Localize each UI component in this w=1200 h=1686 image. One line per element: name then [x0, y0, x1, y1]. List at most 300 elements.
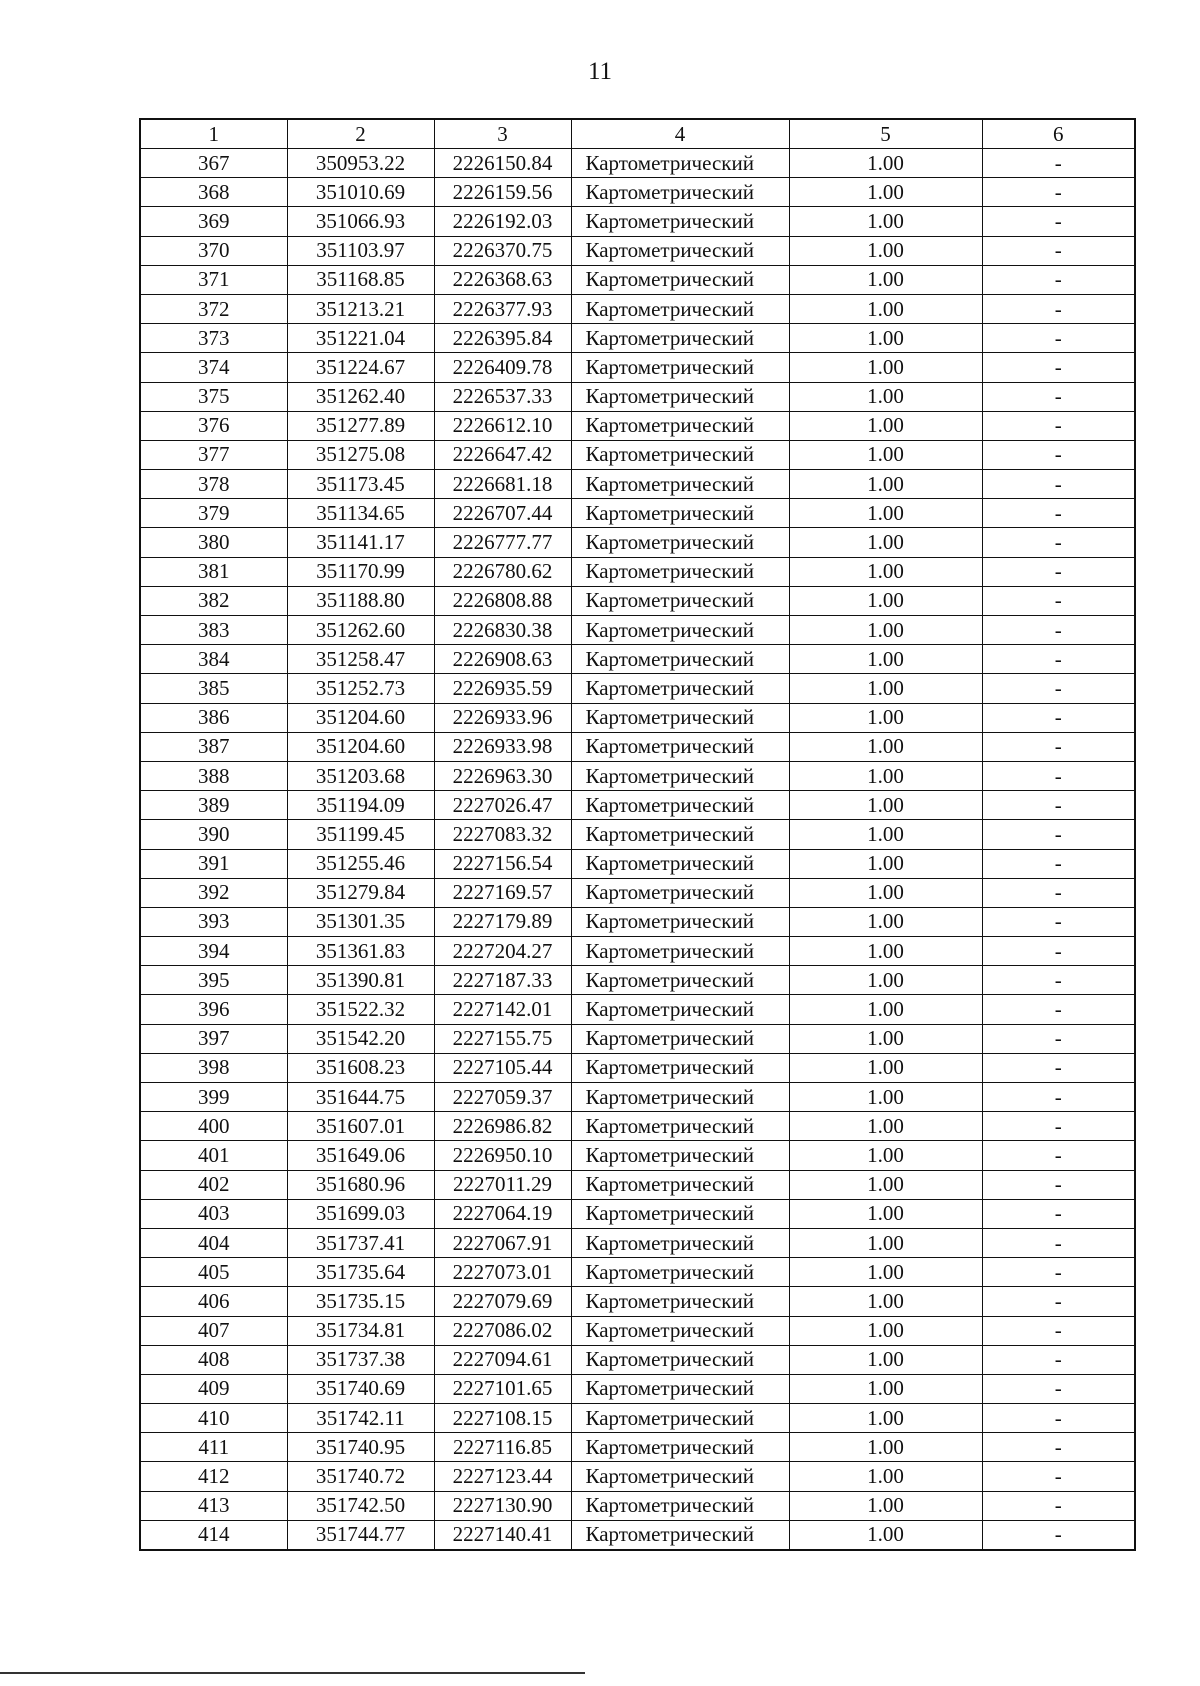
cell-coord-y: 2226963.30 [434, 761, 571, 790]
cell-note: - [982, 1228, 1135, 1257]
cell-coord-x: 351134.65 [287, 499, 434, 528]
table-row [140, 499, 1135, 528]
cell-point-number: 374 [140, 353, 287, 382]
cell-note: - [982, 440, 1135, 469]
cell-method: Картометрический [571, 1491, 789, 1520]
cell-note: - [982, 236, 1135, 265]
page-number: 11 [587, 58, 613, 85]
table-row [140, 849, 1135, 878]
header-col-1: 1 [140, 119, 287, 149]
cell-note: - [982, 1520, 1135, 1550]
cell-point-number: 370 [140, 236, 287, 265]
table-row [140, 557, 1135, 586]
cell-coord-x: 351607.01 [287, 1112, 434, 1141]
cell-note: - [982, 382, 1135, 411]
cell-coord-x: 351390.81 [287, 966, 434, 995]
cell-method: Картометрический [571, 1112, 789, 1141]
cell-method: Картометрический [571, 528, 789, 557]
cell-note: - [982, 1433, 1135, 1462]
cell-coord-y: 2226780.62 [434, 557, 571, 586]
cell-coord-y: 2227187.33 [434, 966, 571, 995]
cell-note: - [982, 178, 1135, 207]
cell-accuracy: 1.00 [789, 761, 982, 790]
cell-coord-x: 351542.20 [287, 1024, 434, 1053]
cell-accuracy: 1.00 [789, 353, 982, 382]
cell-point-number: 375 [140, 382, 287, 411]
cell-accuracy: 1.00 [789, 820, 982, 849]
cell-accuracy: 1.00 [789, 1345, 982, 1374]
table-row [140, 1112, 1135, 1141]
cell-method: Картометрический [571, 440, 789, 469]
cell-coord-x: 351680.96 [287, 1170, 434, 1199]
cell-coord-y: 2226933.98 [434, 732, 571, 761]
cell-point-number: 406 [140, 1287, 287, 1316]
cell-method: Картометрический [571, 1083, 789, 1112]
table-row [140, 178, 1135, 207]
table-row [140, 149, 1135, 178]
header-col-6: 6 [982, 119, 1135, 149]
cell-accuracy: 1.00 [789, 440, 982, 469]
cell-coord-y: 2226159.56 [434, 178, 571, 207]
cell-point-number: 414 [140, 1520, 287, 1550]
cell-accuracy: 1.00 [789, 1433, 982, 1462]
cell-accuracy: 1.00 [789, 1520, 982, 1550]
cell-point-number: 391 [140, 849, 287, 878]
cell-coord-x: 351737.41 [287, 1228, 434, 1257]
cell-note: - [982, 1287, 1135, 1316]
cell-accuracy: 1.00 [789, 294, 982, 323]
table-row [140, 586, 1135, 615]
cell-accuracy: 1.00 [789, 1258, 982, 1287]
cell-point-number: 408 [140, 1345, 287, 1374]
table-row [140, 732, 1135, 761]
cell-method: Картометрический [571, 1141, 789, 1170]
cell-coord-y: 2227142.01 [434, 995, 571, 1024]
cell-point-number: 379 [140, 499, 287, 528]
cell-accuracy: 1.00 [789, 324, 982, 353]
cell-accuracy: 1.00 [789, 411, 982, 440]
cell-note: - [982, 528, 1135, 557]
cell-note: - [982, 995, 1135, 1024]
cell-method: Картометрический [571, 265, 789, 294]
cell-note: - [982, 1170, 1135, 1199]
cell-coord-x: 351103.97 [287, 236, 434, 265]
cell-note: - [982, 791, 1135, 820]
table-row [140, 1345, 1135, 1374]
cell-coord-y: 2227140.41 [434, 1520, 571, 1550]
cell-note: - [982, 1345, 1135, 1374]
table-row [140, 966, 1135, 995]
cell-note: - [982, 1491, 1135, 1520]
cell-point-number: 372 [140, 294, 287, 323]
cell-accuracy: 1.00 [789, 382, 982, 411]
table-row [140, 353, 1135, 382]
cell-note: - [982, 732, 1135, 761]
cell-method: Картометрический [571, 674, 789, 703]
table-row [140, 995, 1135, 1024]
cell-point-number: 382 [140, 586, 287, 615]
cell-method: Картометрический [571, 324, 789, 353]
table-row [140, 1024, 1135, 1053]
cell-coord-y: 2227123.44 [434, 1462, 571, 1491]
cell-method: Картометрический [571, 207, 789, 236]
cell-coord-y: 2227108.15 [434, 1404, 571, 1433]
cell-note: - [982, 411, 1135, 440]
cell-note: - [982, 1024, 1135, 1053]
cell-method: Картометрический [571, 557, 789, 586]
cell-note: - [982, 820, 1135, 849]
cell-coord-y: 2226377.93 [434, 294, 571, 323]
cell-note: - [982, 1316, 1135, 1345]
cell-coord-x: 351361.83 [287, 937, 434, 966]
cell-method: Картометрический [571, 1374, 789, 1403]
cell-point-number: 399 [140, 1083, 287, 1112]
cell-coord-y: 2226908.63 [434, 645, 571, 674]
cell-accuracy: 1.00 [789, 1024, 982, 1053]
cell-coord-x: 351744.77 [287, 1520, 434, 1550]
cell-coord-x: 351742.50 [287, 1491, 434, 1520]
cell-accuracy: 1.00 [789, 878, 982, 907]
cell-coord-x: 351279.84 [287, 878, 434, 907]
cell-coord-y: 2226409.78 [434, 353, 571, 382]
cell-coord-x: 351168.85 [287, 265, 434, 294]
cell-accuracy: 1.00 [789, 703, 982, 732]
cell-coord-y: 2227011.29 [434, 1170, 571, 1199]
table-row [140, 791, 1135, 820]
cell-coord-y: 2227079.69 [434, 1287, 571, 1316]
cell-point-number: 411 [140, 1433, 287, 1462]
cell-accuracy: 1.00 [789, 1199, 982, 1228]
cell-method: Картометрический [571, 732, 789, 761]
cell-accuracy: 1.00 [789, 1462, 982, 1491]
coordinates-table [139, 118, 1136, 1551]
cell-accuracy: 1.00 [789, 1112, 982, 1141]
cell-coord-y: 2227156.54 [434, 849, 571, 878]
cell-method: Картометрический [571, 382, 789, 411]
cell-accuracy: 1.00 [789, 791, 982, 820]
cell-coord-x: 351194.09 [287, 791, 434, 820]
table-row [140, 528, 1135, 557]
table-row [140, 1433, 1135, 1462]
cell-coord-y: 2227083.32 [434, 820, 571, 849]
cell-point-number: 392 [140, 878, 287, 907]
cell-point-number: 401 [140, 1141, 287, 1170]
cell-note: - [982, 1404, 1135, 1433]
table-row [140, 1462, 1135, 1491]
cell-coord-x: 351644.75 [287, 1083, 434, 1112]
cell-point-number: 368 [140, 178, 287, 207]
cell-accuracy: 1.00 [789, 995, 982, 1024]
cell-coord-y: 2227101.65 [434, 1374, 571, 1403]
table-row [140, 470, 1135, 499]
cell-coord-y: 2227116.85 [434, 1433, 571, 1462]
cell-coord-x: 350953.22 [287, 149, 434, 178]
cell-point-number: 384 [140, 645, 287, 674]
cell-accuracy: 1.00 [789, 1404, 982, 1433]
cell-accuracy: 1.00 [789, 207, 982, 236]
cell-method: Картометрический [571, 878, 789, 907]
cell-accuracy: 1.00 [789, 732, 982, 761]
cell-coord-y: 2227026.47 [434, 791, 571, 820]
cell-method: Картометрический [571, 1199, 789, 1228]
cell-coord-x: 351203.68 [287, 761, 434, 790]
cell-accuracy: 1.00 [789, 586, 982, 615]
cell-accuracy: 1.00 [789, 1316, 982, 1345]
cell-accuracy: 1.00 [789, 499, 982, 528]
cell-coord-y: 2227130.90 [434, 1491, 571, 1520]
cell-coord-y: 2227059.37 [434, 1083, 571, 1112]
cell-note: - [982, 1199, 1135, 1228]
cell-method: Картометрический [571, 820, 789, 849]
cell-method: Картометрический [571, 499, 789, 528]
table-row [140, 761, 1135, 790]
cell-coord-x: 351522.32 [287, 995, 434, 1024]
table-row [140, 1491, 1135, 1520]
cell-accuracy: 1.00 [789, 557, 982, 586]
cell-accuracy: 1.00 [789, 966, 982, 995]
table-row [140, 616, 1135, 645]
table-row [140, 382, 1135, 411]
cell-note: - [982, 849, 1135, 878]
cell-method: Картометрический [571, 1053, 789, 1082]
cell-coord-y: 2226537.33 [434, 382, 571, 411]
cell-note: - [982, 1374, 1135, 1403]
cell-method: Картометрический [571, 1462, 789, 1491]
cell-note: - [982, 470, 1135, 499]
cell-accuracy: 1.00 [789, 149, 982, 178]
cell-coord-x: 351255.46 [287, 849, 434, 878]
cell-point-number: 380 [140, 528, 287, 557]
cell-note: - [982, 1141, 1135, 1170]
cell-method: Картометрический [571, 1170, 789, 1199]
cell-note: - [982, 966, 1135, 995]
cell-coord-x: 351262.40 [287, 382, 434, 411]
table-row [140, 1083, 1135, 1112]
cell-point-number: 367 [140, 149, 287, 178]
cell-point-number: 395 [140, 966, 287, 995]
cell-note: - [982, 1462, 1135, 1491]
cell-coord-x: 351010.69 [287, 178, 434, 207]
cell-method: Картометрический [571, 937, 789, 966]
table-row [140, 1258, 1135, 1287]
cell-accuracy: 1.00 [789, 616, 982, 645]
cell-accuracy: 1.00 [789, 528, 982, 557]
cell-point-number: 412 [140, 1462, 287, 1491]
cell-note: - [982, 149, 1135, 178]
cell-point-number: 387 [140, 732, 287, 761]
cell-accuracy: 1.00 [789, 907, 982, 936]
cell-method: Картометрический [571, 470, 789, 499]
cell-coord-y: 2227169.57 [434, 878, 571, 907]
cell-point-number: 396 [140, 995, 287, 1024]
table-row [140, 236, 1135, 265]
cell-method: Картометрический [571, 616, 789, 645]
cell-coord-x: 351742.11 [287, 1404, 434, 1433]
cell-coord-x: 351277.89 [287, 411, 434, 440]
cell-note: - [982, 1083, 1135, 1112]
cell-method: Картометрический [571, 966, 789, 995]
cell-point-number: 390 [140, 820, 287, 849]
cell-note: - [982, 265, 1135, 294]
header-col-4: 4 [571, 119, 789, 149]
cell-note: - [982, 761, 1135, 790]
cell-accuracy: 1.00 [789, 1141, 982, 1170]
cell-note: - [982, 1112, 1135, 1141]
cell-point-number: 377 [140, 440, 287, 469]
header-col-2: 2 [287, 119, 434, 149]
cell-note: - [982, 907, 1135, 936]
cell-accuracy: 1.00 [789, 1374, 982, 1403]
cell-point-number: 386 [140, 703, 287, 732]
cell-note: - [982, 324, 1135, 353]
cell-point-number: 403 [140, 1199, 287, 1228]
cell-coord-y: 2226986.82 [434, 1112, 571, 1141]
table-row [140, 440, 1135, 469]
table-row [140, 1404, 1135, 1433]
cell-point-number: 383 [140, 616, 287, 645]
cell-point-number: 369 [140, 207, 287, 236]
cell-coord-y: 2227155.75 [434, 1024, 571, 1053]
cell-coord-x: 351204.60 [287, 703, 434, 732]
cell-coord-y: 2226777.77 [434, 528, 571, 557]
cell-point-number: 400 [140, 1112, 287, 1141]
cell-coord-x: 351188.80 [287, 586, 434, 615]
cell-note: - [982, 645, 1135, 674]
table-row [140, 1141, 1135, 1170]
cell-point-number: 371 [140, 265, 287, 294]
cell-accuracy: 1.00 [789, 1287, 982, 1316]
header-col-3: 3 [434, 119, 571, 149]
table-row [140, 411, 1135, 440]
table-row [140, 207, 1135, 236]
cell-point-number: 402 [140, 1170, 287, 1199]
cell-coord-y: 2226647.42 [434, 440, 571, 469]
table-row [140, 294, 1135, 323]
cell-coord-x: 351699.03 [287, 1199, 434, 1228]
table-row [140, 878, 1135, 907]
cell-method: Картометрический [571, 1258, 789, 1287]
cell-accuracy: 1.00 [789, 937, 982, 966]
cell-point-number: 388 [140, 761, 287, 790]
cell-coord-x: 351213.21 [287, 294, 434, 323]
cell-note: - [982, 616, 1135, 645]
cell-point-number: 410 [140, 1404, 287, 1433]
cell-coord-y: 2227067.91 [434, 1228, 571, 1257]
cell-coord-x: 351066.93 [287, 207, 434, 236]
cell-coord-x: 351740.72 [287, 1462, 434, 1491]
cell-method: Картометрический [571, 1520, 789, 1550]
cell-method: Картометрический [571, 353, 789, 382]
table-row [140, 324, 1135, 353]
cell-note: - [982, 937, 1135, 966]
cell-coord-y: 2226192.03 [434, 207, 571, 236]
cell-note: - [982, 294, 1135, 323]
cell-coord-x: 351740.95 [287, 1433, 434, 1462]
cell-coord-x: 351735.15 [287, 1287, 434, 1316]
cell-point-number: 404 [140, 1228, 287, 1257]
table-row [140, 820, 1135, 849]
cell-accuracy: 1.00 [789, 849, 982, 878]
cell-accuracy: 1.00 [789, 1170, 982, 1199]
cell-coord-y: 2227064.19 [434, 1199, 571, 1228]
cell-coord-x: 351221.04 [287, 324, 434, 353]
cell-note: - [982, 878, 1135, 907]
table-row [140, 1228, 1135, 1257]
cell-coord-y: 2226808.88 [434, 586, 571, 615]
cell-method: Картометрический [571, 1228, 789, 1257]
cell-accuracy: 1.00 [789, 674, 982, 703]
cell-method: Картометрический [571, 586, 789, 615]
cell-point-number: 378 [140, 470, 287, 499]
cell-coord-x: 351170.99 [287, 557, 434, 586]
cell-point-number: 398 [140, 1053, 287, 1082]
cell-note: - [982, 499, 1135, 528]
cell-method: Картометрический [571, 907, 789, 936]
table-row [140, 1170, 1135, 1199]
cell-note: - [982, 1258, 1135, 1287]
cell-coord-x: 351204.60 [287, 732, 434, 761]
cell-coord-x: 351740.69 [287, 1374, 434, 1403]
cell-coord-y: 2227179.89 [434, 907, 571, 936]
cell-coord-x: 351735.64 [287, 1258, 434, 1287]
cell-point-number: 394 [140, 937, 287, 966]
table-row [140, 1316, 1135, 1345]
cell-method: Картометрический [571, 791, 789, 820]
cell-method: Картометрический [571, 1433, 789, 1462]
table-row [140, 1199, 1135, 1228]
cell-point-number: 409 [140, 1374, 287, 1403]
cell-coord-y: 2227105.44 [434, 1053, 571, 1082]
table-row [140, 1053, 1135, 1082]
table-row [140, 645, 1135, 674]
cell-coord-y: 2226950.10 [434, 1141, 571, 1170]
cell-method: Картометрический [571, 645, 789, 674]
cell-method: Картометрический [571, 1024, 789, 1053]
cell-coord-x: 351141.17 [287, 528, 434, 557]
bottom-rule [0, 1672, 585, 1674]
table-row [140, 674, 1135, 703]
cell-coord-x: 351649.06 [287, 1141, 434, 1170]
cell-method: Картометрический [571, 411, 789, 440]
cell-method: Картометрический [571, 849, 789, 878]
cell-coord-x: 351301.35 [287, 907, 434, 936]
cell-accuracy: 1.00 [789, 236, 982, 265]
cell-method: Картометрический [571, 995, 789, 1024]
table-row [140, 937, 1135, 966]
table-row [140, 1520, 1135, 1550]
cell-coord-x: 351262.60 [287, 616, 434, 645]
cell-coord-x: 351275.08 [287, 440, 434, 469]
table-row [140, 1287, 1135, 1316]
cell-coord-y: 2226612.10 [434, 411, 571, 440]
cell-coord-x: 351252.73 [287, 674, 434, 703]
cell-accuracy: 1.00 [789, 1053, 982, 1082]
cell-method: Картометрический [571, 1316, 789, 1345]
cell-accuracy: 1.00 [789, 645, 982, 674]
cell-coord-x: 351734.81 [287, 1316, 434, 1345]
cell-accuracy: 1.00 [789, 1491, 982, 1520]
cell-coord-x: 351258.47 [287, 645, 434, 674]
cell-note: - [982, 353, 1135, 382]
cell-method: Картометрический [571, 1287, 789, 1316]
cell-accuracy: 1.00 [789, 1228, 982, 1257]
cell-coord-x: 351173.45 [287, 470, 434, 499]
cell-method: Картометрический [571, 1345, 789, 1374]
cell-coord-y: 2226150.84 [434, 149, 571, 178]
cell-method: Картометрический [571, 703, 789, 732]
table-body [140, 149, 1135, 1551]
cell-method: Картометрический [571, 236, 789, 265]
